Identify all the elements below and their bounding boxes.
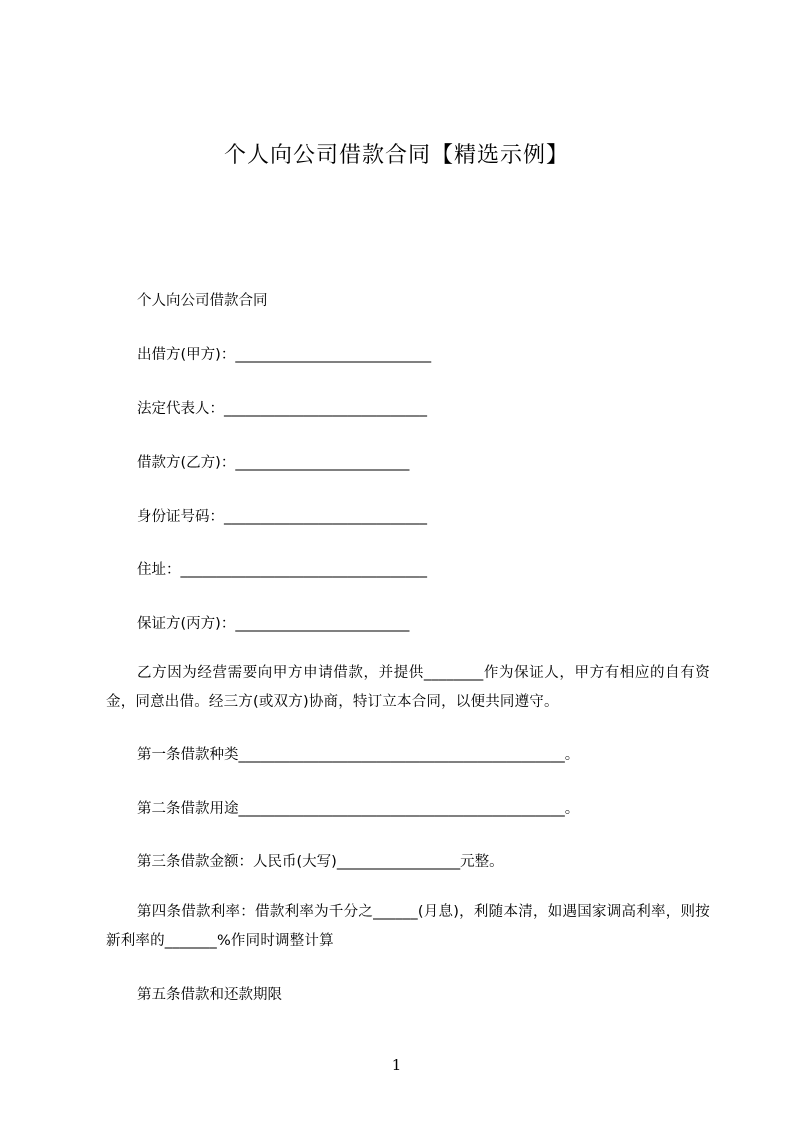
article-3-line: 第三条借款金额：人民币(大写)_________________元整。 [137, 854, 504, 870]
preamble-paragraph: 乙方因为经营需要向甲方申请借款，并提供________作为保证人，甲方有相应的自有资金，同意出借。经三方(或双方)协商，特订立本合同，以便共同遵守。 [106, 665, 710, 710]
article-4-paragraph: 第四条借款利率：借款利率为千分之______(月息)，利随本清，如遇国家调高利率，则按新利率的_______%作同时调整计算 [106, 904, 710, 949]
guarantor-line: 保证方(丙方)：________________________ [137, 616, 410, 632]
article-2-line: 第二条借款用途_____________________________________________。 [137, 801, 580, 817]
legal-representative-line: 法定代表人：____________________________ [137, 401, 427, 417]
contract-heading: 个人向公司借款合同 [137, 293, 268, 309]
borrower-line: 借款方(乙方)：________________________ [137, 455, 410, 471]
article-1-line: 第一条借款种类_____________________________________________。 [137, 747, 580, 763]
document-title: 个人向公司借款合同【精选示例】 [223, 143, 569, 168]
lender-line: 出借方(甲方)：___________________________ [137, 347, 432, 363]
id-number-line: 身份证号码：____________________________ [137, 509, 427, 525]
page-number: 1 [391, 1056, 402, 1074]
article-5-line: 第五条借款和还款期限 [137, 987, 282, 1003]
address-line: 住址：__________________________________ [137, 562, 427, 578]
